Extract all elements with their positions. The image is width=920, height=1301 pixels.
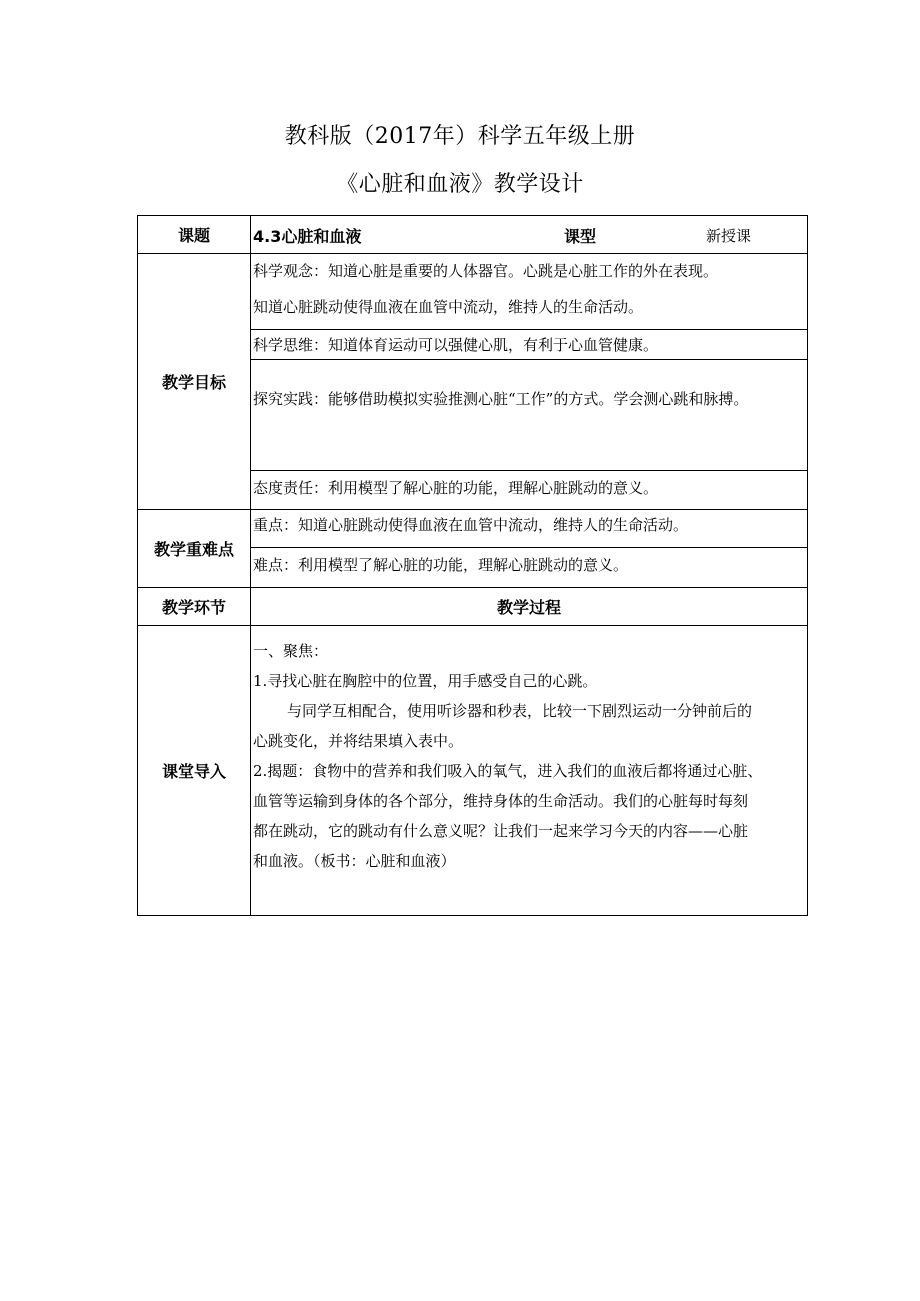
- intro-line: 与同学互相配合，使用听诊器和秒表，比较一下剧烈运动一分钟前后的: [287, 702, 753, 720]
- keypoints-label: 教学重难点: [138, 510, 251, 588]
- key-point: [251, 510, 807, 548]
- goal-inquiry-practice: [251, 360, 807, 471]
- intro-line: 2.揭题：食物中的营养和我们吸入的氧气，进入我们的血液后都将通过心脏、: [253, 762, 763, 780]
- process-header-row: [138, 588, 808, 626]
- goal-science-thinking: [251, 330, 807, 360]
- key-point-text: 重点：知道心脏跳动使得血液在血管中流动，维持人的生命活动。: [253, 516, 689, 534]
- topic-cell: [251, 216, 808, 254]
- lesson-plan-table: [137, 215, 808, 916]
- goals-row: [138, 254, 808, 510]
- intro-line: 一、聚焦：: [253, 642, 329, 660]
- goal-science-concept: [251, 254, 807, 330]
- intro-line: 都在跳动，它的跳动有什么意义呢？让我们一起来学习今天的内容——心脏: [253, 822, 749, 840]
- goal-text: 知道心脏跳动使得血液在血管中流动，维持人的生命活动。: [253, 298, 644, 316]
- difficult-point-text: 难点：利用模型了解心脏的功能，理解心脏跳动的意义。: [253, 556, 629, 574]
- document-subtitle: 《心脏和血液》教学设计: [336, 172, 584, 197]
- topic-label: 课题: [138, 216, 251, 254]
- lesson-type-value: 新授课: [706, 227, 752, 245]
- process-header: 教学过程: [251, 588, 808, 626]
- intro-line: 心跳变化，并将结果填入表中。: [253, 732, 464, 750]
- difficult-point: [251, 548, 807, 587]
- keypoints-cell: [251, 510, 808, 588]
- goal-text: 探究实践：能够借助模拟实验推测心脏“工作”的方式。学会测心跳和脉搏。: [253, 390, 749, 408]
- intro-line: 血管等运输到身体的各个部分，维持身体的生命活动。我们的心脏每时每刻: [253, 792, 749, 810]
- document-title: 教科版（2017年）科学五年级上册: [284, 124, 636, 149]
- goals-label: 教学目标: [138, 254, 251, 510]
- intro-content: [251, 626, 808, 916]
- intro-label: 课堂导入: [138, 626, 251, 916]
- intro-row: [138, 626, 808, 916]
- goals-cell: [251, 254, 808, 510]
- topic-row: [138, 216, 808, 254]
- stage-header: 教学环节: [138, 588, 251, 626]
- goal-text: 科学思维：知道体育运动可以强健心肌，有利于心血管健康。: [253, 336, 659, 354]
- goal-text: 态度责任：利用模型了解心脏的功能，理解心脏跳动的意义。: [253, 479, 659, 497]
- topic-value: 4.3心脏和血液: [253, 227, 362, 246]
- intro-line: 和血液。（板书：心脏和血液）: [253, 852, 456, 870]
- keypoints-row: [138, 510, 808, 588]
- goal-text: 科学观念：知道心脏是重要的人体器官。心跳是心脏工作的外在表现。: [253, 262, 719, 280]
- lesson-type-label: 课型: [564, 227, 597, 246]
- goal-attitude: [251, 471, 807, 509]
- intro-line: 1.寻找心脏在胸腔中的位置，用手感受自己的心跳。: [253, 672, 598, 690]
